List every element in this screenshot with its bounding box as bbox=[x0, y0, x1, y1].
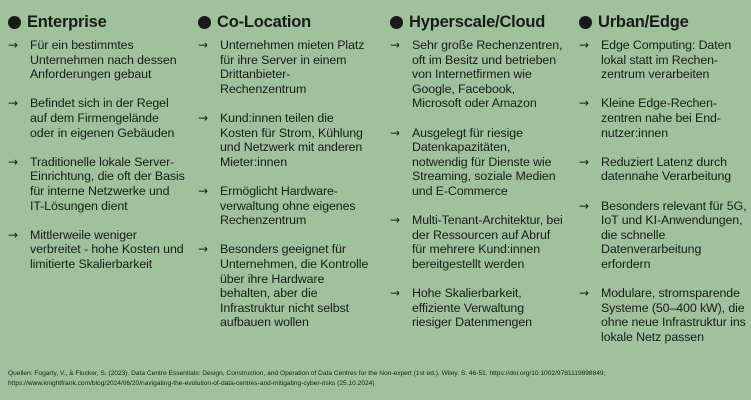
arrow-right-icon: → bbox=[198, 183, 209, 198]
list-item-text: Befindet sich in der Regel auf dem Firmengelände oder in eigenen Gebäuden bbox=[30, 96, 175, 140]
list-item-text: Mittlerweile weniger verbreitet - hohe Kosten und limitierte Skalierbarkeit bbox=[30, 227, 184, 271]
arrow-right-icon: → bbox=[579, 38, 590, 52]
column-enterprise bbox=[8, 12, 186, 286]
bullet-dot-icon bbox=[8, 16, 21, 29]
bullet-list bbox=[8, 38, 186, 272]
bullet-list bbox=[390, 38, 566, 330]
column-co-location bbox=[198, 12, 373, 344]
arrow-right-icon: → bbox=[579, 154, 590, 169]
list-item bbox=[198, 242, 373, 330]
column-title: Hyperscale/Cloud bbox=[409, 12, 546, 31]
list-item-text: Modulare, stromsparende Systeme (50–400 kW), die ohne neue Infrastruktur ins lokale Netz passen bbox=[601, 286, 746, 344]
list-item-text: Ermöglicht Hardwareverwaltung ohne eigenes Rechenzentrum bbox=[220, 183, 356, 228]
column-urban-edge bbox=[579, 12, 747, 359]
list-item bbox=[390, 38, 566, 111]
list-item-text: Reduziert Latenz durch datennahe Verarbeitung bbox=[601, 154, 732, 184]
list-item bbox=[8, 228, 186, 272]
list-item bbox=[579, 199, 747, 272]
arrow-right-icon: → bbox=[579, 96, 590, 111]
list-item-text: Traditionelle lokale Server-Einrichtung, die oft der Basis für interne Netzwerke und IT-Lösungen dient bbox=[30, 154, 185, 213]
list-item bbox=[198, 184, 373, 228]
arrow-right-icon: → bbox=[390, 125, 401, 140]
list-item bbox=[390, 126, 566, 199]
arrow-right-icon: → bbox=[390, 38, 401, 52]
list-item-text: Multi-Tenant-Architektur, bei der Ressourcen auf Abruf für mehrere Kund:innen bereitgestellt werden bbox=[412, 213, 563, 271]
list-item bbox=[579, 38, 747, 82]
list-item-text: Besonders relevant für 5G, IoT und KI-Anwendungen, die schnelle Datenverarbeitung erfordern bbox=[601, 198, 747, 271]
arrow-right-icon: → bbox=[579, 286, 590, 301]
list-item bbox=[390, 213, 566, 271]
list-item bbox=[390, 286, 566, 330]
list-item bbox=[579, 155, 747, 184]
list-item-text: Hohe Skalierbarkeit, effiziente Verwaltung riesiger Datenmengen bbox=[412, 286, 532, 330]
list-item-text: Ausgelegt für riesige Datenkapazitäten, notwendig für Dienste wie Streaming, soziale Medien und E-Commerce bbox=[412, 125, 556, 198]
arrow-right-icon: → bbox=[198, 110, 209, 125]
list-item bbox=[198, 38, 373, 96]
bullet-dot-icon bbox=[390, 16, 403, 29]
sources-line: https://www.knightfrank.com/blog/2024/06/20/navigating-the-evolution-of-data-centres-and-mitigating-cyber-risks (25.10.2024) bbox=[8, 380, 375, 387]
column-header bbox=[579, 12, 747, 32]
list-item bbox=[579, 96, 747, 140]
list-item-text: Sehr große Rechenzentren, oft im Besitz und betrieben von Internetfirmen wie Google, Facebook, Microsoft oder Amazon bbox=[412, 38, 563, 111]
arrow-right-icon: → bbox=[198, 38, 209, 52]
list-item-text: Unternehmen mieten Platz für ihre Server in einem Drittanbieter-Rechenzentrum bbox=[220, 38, 365, 96]
list-item bbox=[579, 286, 747, 344]
column-header bbox=[8, 12, 186, 32]
column-title: Urban/Edge bbox=[598, 12, 689, 31]
list-item-text: Kund:innen teilen die Kosten für Strom, Kühlung und Netzwerk mit anderen Mieter:innen bbox=[220, 110, 363, 169]
arrow-right-icon: → bbox=[8, 96, 19, 111]
list-item-text: Besonders geeignet für Unternehmen, die Kontrolle über ihre Hardware behalten, aber die Infrastruktur nicht selbst aufbauen wollen bbox=[220, 242, 369, 330]
column-title: Enterprise bbox=[27, 12, 107, 31]
list-item-text: Edge Computing: Daten lokal statt im Rechenzentrum verarbeiten bbox=[601, 38, 732, 82]
bullet-list bbox=[198, 38, 373, 330]
arrow-right-icon: → bbox=[390, 213, 401, 228]
arrow-right-icon: → bbox=[390, 286, 401, 301]
bullet-list bbox=[579, 38, 747, 344]
list-item bbox=[198, 111, 373, 169]
list-item bbox=[8, 38, 186, 82]
list-item-text: Kleine Edge-Rechenzentren nahe bei Endnutzer:innen bbox=[601, 96, 721, 140]
arrow-right-icon: → bbox=[198, 242, 209, 257]
bullet-dot-icon bbox=[579, 16, 592, 29]
arrow-right-icon: → bbox=[8, 38, 19, 52]
list-item bbox=[8, 96, 186, 140]
arrow-right-icon: → bbox=[8, 154, 19, 169]
list-item-text: Für ein bestimmtes Unternehmen nach dessen Anforderungen gebaut bbox=[30, 38, 177, 82]
list-item bbox=[8, 155, 186, 213]
column-title: Co-Location bbox=[217, 12, 312, 31]
column-header bbox=[390, 12, 566, 32]
arrow-right-icon: → bbox=[579, 198, 590, 213]
arrow-right-icon: → bbox=[8, 227, 19, 242]
column-hyperscale-cloud bbox=[390, 12, 566, 344]
sources-line: Quellen: Fogarty, V., & Flucker, S. (2023). Data Centre Essentials: Design, Construction, and Operation of Data Centres for the Non-expert (1st ed.). Wiley. S. 46-51. https://doi.org/10.1002/9781119898849; bbox=[8, 370, 606, 377]
bullet-dot-icon bbox=[198, 16, 211, 29]
column-header bbox=[198, 12, 373, 32]
sources-footnote bbox=[8, 369, 748, 389]
